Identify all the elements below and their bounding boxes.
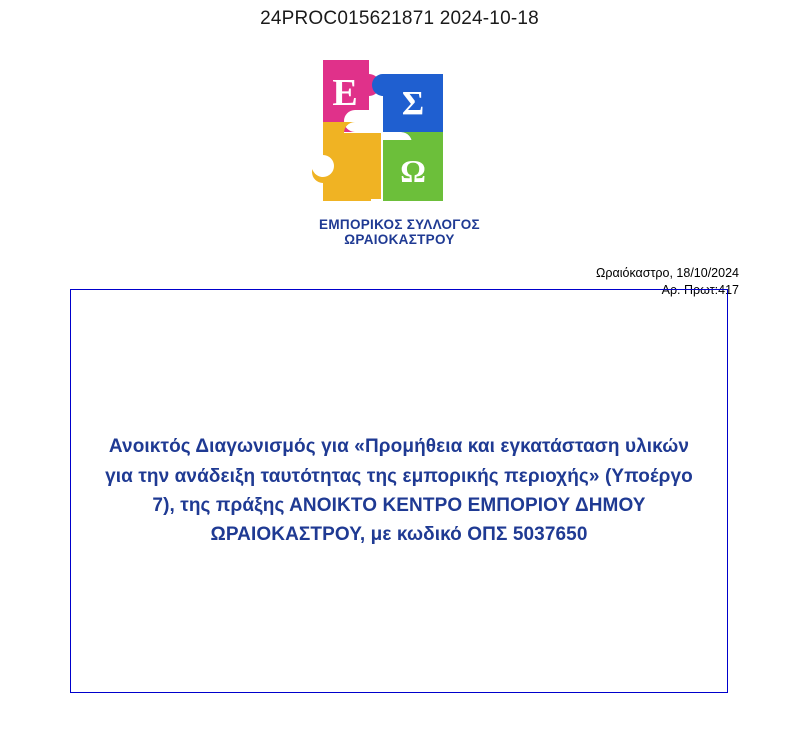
organization-name: ΕΜΠΟΡΙΚΟΣ ΣΥΛΛΟΓΟΣ ΩΡΑΙΟΚΑΣΤΡΟΥ	[319, 217, 480, 247]
svg-text:Σ: Σ	[401, 85, 424, 122]
svg-text:Ω: Ω	[399, 153, 426, 189]
protocol-number: Αρ. Πρωτ:417	[661, 282, 739, 297]
logo-block	[265, 52, 535, 247]
logo-container	[0, 52, 799, 247]
document-title: Ανοικτός Διαγωνισμός για «Προμήθεια και εγκατάσταση υλικών για την ανάδειξη ταυτότητας της εμπορικής περιοχής» (Υποέργο 7), της πράξης ΑΝΟΙΚΤΟ ΚΕΝΤΡΟ ΕΜΠΟΡΙΟΥ ΔΗΜΟΥ ΩΡΑΙΟΚΑΣΤΡΟΥ, με κωδικό ΟΠΣ 5037650	[105, 436, 693, 546]
place-and-date: Ωραιόκαστρο, 18/10/2024	[596, 266, 739, 280]
title-box	[70, 289, 728, 693]
svg-text:Ε: Ε	[331, 72, 358, 114]
puzzle-logo-icon	[265, 52, 535, 207]
procurement-stamp: 24PROC015621871 2024-10-18	[260, 8, 539, 29]
